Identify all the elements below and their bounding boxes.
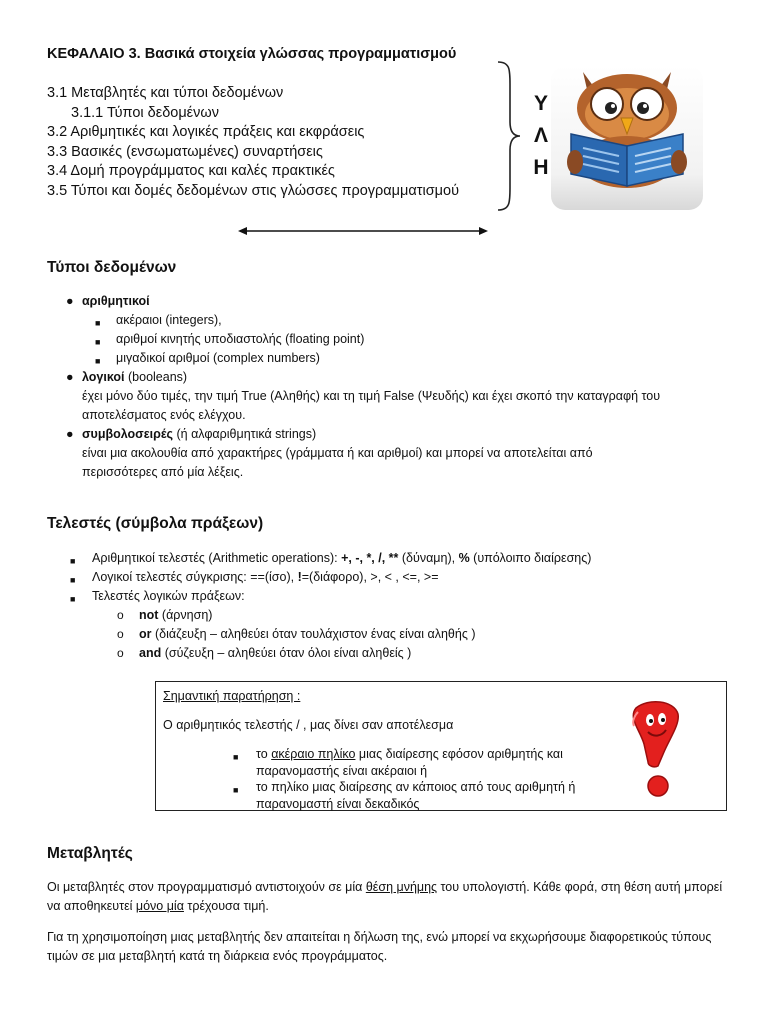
table-of-contents: [47, 84, 459, 201]
logical-op-desc: (σύζευξη – αληθεύει όταν όλοι είναι αληθείς ): [161, 646, 412, 660]
arith-ops: +, -, *, /, **: [341, 551, 399, 565]
list-item: [70, 625, 730, 644]
strings-label: συμβολοσειρές: [82, 427, 174, 441]
arith-mod: (υπόλοιπο διαίρεσης): [469, 551, 592, 565]
strings-suffix: (ή αλφαριθμητικά strings): [173, 427, 317, 441]
list-item: [70, 568, 730, 587]
note-item-underlined: ακέραιο πηλίκο: [271, 747, 356, 761]
bullet-icon: ●: [66, 427, 74, 441]
square-bullet-icon: ■: [70, 575, 76, 585]
toc-item: 3.2 Αριθμητικές και λογικές πράξεις και εκφράσεις: [47, 124, 365, 140]
list-item: [70, 644, 730, 663]
paragraph: Για τη χρησιμοποίηση μιας μεταβλητής δεν απαιτείται η δήλωση της, ενώ μπορεί να εκχωρήσουμε διαφορετικούς τύπους τιμών σε μια μεταβλητή κατά τη διάρκεια ενός προγράμματος.: [47, 930, 712, 963]
strings-description: είναι μια ακολουθία από χαρακτήρες (γράμματα ή και αριθμοί) και μπορεί να αποτελείται από περισσότερες από μία λέξεις.: [82, 446, 593, 479]
logical-label: λογικοί: [82, 370, 125, 384]
square-bullet-icon: ■: [70, 594, 76, 604]
square-bullet-icon: ■: [95, 318, 101, 328]
square-bullet-icon: ■: [95, 356, 101, 366]
section-heading-operators: Τελεστές (σύμβολα πράξεων): [47, 515, 264, 532]
side-letter: Υ: [533, 92, 548, 115]
circle-bullet-icon: o: [117, 646, 124, 660]
paragraph: Οι μεταβλητές στον προγραμματισμό αντιστοιχούν σε μία θέση μνήμης του υπολογιστή. Κάθε φορά, στη θέση αυτή μπορεί να αποθηκευτεί μόνο μία τρέχουσα τιμή.: [47, 880, 723, 913]
square-bullet-icon: ■: [70, 556, 76, 566]
arith-prefix: Αριθμητικοί τελεστές (Arithmetic operations):: [92, 551, 342, 565]
logical-op: and: [139, 646, 162, 660]
owl-reading-book-icon: [549, 64, 705, 214]
comp-rest: =(διάφορο), >, < , <=, >=: [301, 570, 439, 584]
arith-mod-op: %: [458, 551, 470, 565]
numeric-label: αριθμητικοί: [82, 294, 150, 308]
red-exclamation-mark-icon: [618, 694, 694, 802]
list-item: [64, 330, 724, 349]
toc-item: 3.5 Τύποι και δομές δεδομένων στις γλώσσες προγραμματισμού: [47, 182, 460, 199]
numeric-item: μιγαδικοί αριθμοί (complex numbers): [116, 351, 320, 365]
side-letter: Λ: [533, 124, 548, 147]
list-item: [64, 425, 724, 444]
underlined-text: μόνο μία: [135, 899, 184, 913]
variables-text: [47, 878, 727, 978]
circle-bullet-icon: o: [117, 627, 124, 641]
data-types-list: [64, 292, 724, 482]
circle-bullet-icon: o: [117, 608, 124, 622]
bullet-icon: ●: [66, 370, 74, 384]
toc-item: 3.3 Βασικές (ενσωματωμένες) συναρτήσεις: [47, 143, 323, 160]
logical-op: not: [139, 608, 159, 622]
list-item: [64, 368, 724, 387]
underlined-text: θέση μνήμης: [365, 880, 438, 894]
list-item: [70, 606, 730, 625]
chapter-title: ΚΕΦΑΛΑΙΟ 3. Βασικά στοιχεία γλώσσας προγραμματισμού: [47, 46, 457, 62]
logical-op-desc: (άρνηση): [158, 608, 213, 622]
operators-list: [70, 549, 730, 663]
arith-pow: (δύναμη),: [398, 551, 459, 565]
square-bullet-icon: ■: [233, 785, 239, 795]
note-intro: Ο αριθμητικός τελεστής / , μας δίνει σαν αποτέλεσμα: [163, 718, 454, 732]
logical-op-desc: (διάζευξη – αληθεύει όταν τουλάχιστον ένας είναι αληθής ): [151, 627, 476, 641]
toc-item: 3.1.1 Τύποι δεδομένων: [71, 104, 219, 121]
list-item: [64, 292, 724, 311]
square-bullet-icon: ■: [233, 752, 239, 762]
numeric-item: αριθμοί κινητής υποδιαστολής (floating point): [116, 332, 365, 346]
important-note-box: [155, 681, 727, 811]
bullet-icon: ●: [66, 294, 74, 308]
curly-brace-icon: [496, 60, 522, 212]
comp-ne-op: !: [297, 570, 302, 584]
toc-item: 3.4 Δομή προγράμματος και καλές πρακτικές: [47, 163, 335, 179]
list-item: [70, 587, 730, 606]
double-arrow-icon: [236, 222, 490, 240]
comp-prefix: Λογικοί τελεστές σύγκρισης: ==(ίσο),: [92, 570, 298, 584]
side-letters: [532, 88, 550, 184]
list-item: [64, 311, 724, 330]
logical-suffix: (booleans): [124, 370, 188, 384]
note-item: ■ το πηλίκο μιας διαίρεσης αν κάποιος από τους αριθμητή ή παρανομαστή είναι δεκαδικός: [233, 780, 576, 811]
section-heading-data-types: Τύποι δεδομένων: [47, 259, 177, 276]
note-title: Σημαντική παρατήρηση :: [163, 689, 301, 703]
square-bullet-icon: ■: [95, 337, 101, 347]
side-letter: Η: [533, 156, 549, 179]
logical-ops-label: Τελεστές λογικών πράξεων:: [92, 589, 245, 603]
toc-item: 3.1 Μεταβλητές και τύποι δεδομένων: [47, 85, 284, 101]
list-item: [64, 349, 724, 368]
numeric-item: ακέραιοι (integers),: [116, 313, 222, 327]
section-heading-variables: Μεταβλητές: [47, 845, 133, 862]
logical-description: έχει μόνο δύο τιμές, την τιμή True (Αληθής) και τη τιμή False (Ψευδής) και έχει σκοπό την καταγραφή του αποτελέσματος ενός ελέγχου.: [82, 389, 661, 422]
logical-op: or: [139, 627, 152, 641]
note-item: ■ το ακέραιο πηλίκο μιας διαίρεσης εφόσον αριθμητής και παρανομαστής είναι ακέραιοι ή: [233, 747, 563, 778]
list-item: [70, 549, 730, 568]
